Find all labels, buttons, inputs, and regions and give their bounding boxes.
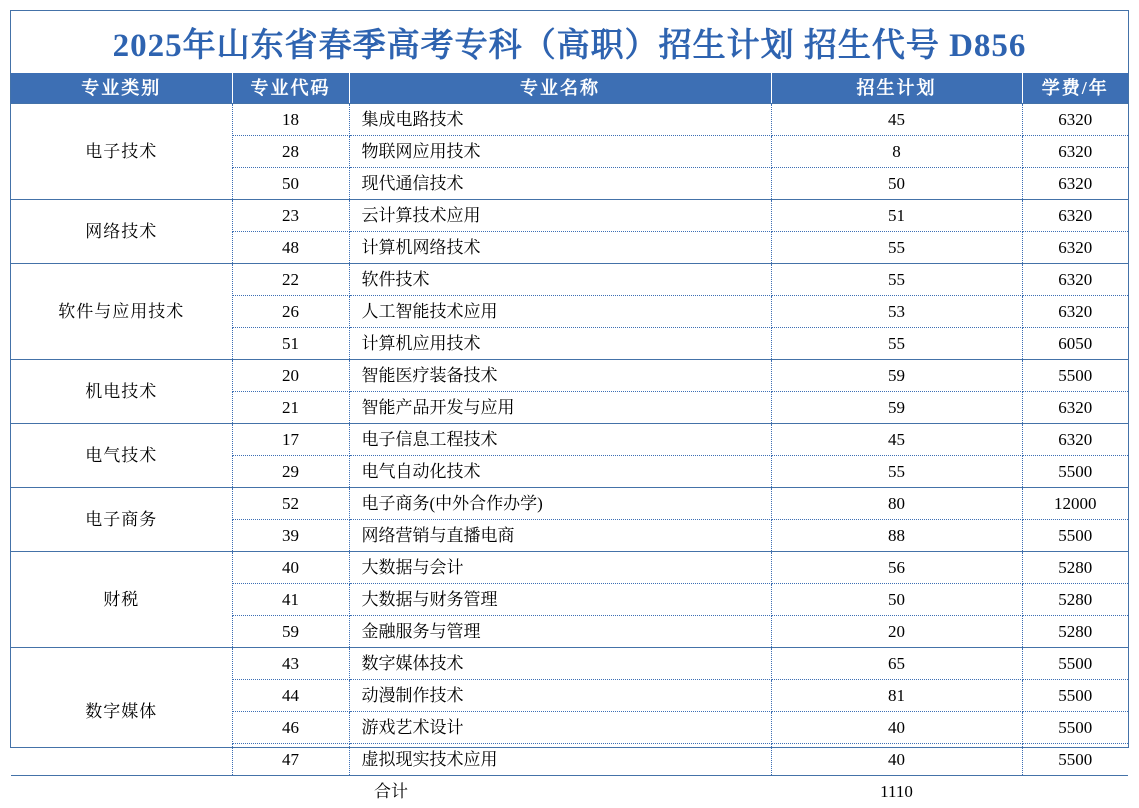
table-row — [11, 264, 1128, 296]
total-plan: 1110 — [771, 776, 1022, 808]
plan-cell: 45 — [771, 424, 1022, 456]
major-name-cell: 游戏艺术设计 — [349, 712, 771, 744]
plan-cell: 65 — [771, 648, 1022, 680]
table-row — [11, 488, 1128, 520]
major-code-cell: 46 — [232, 712, 349, 744]
plan-cell: 40 — [771, 744, 1022, 776]
fee-cell: 5280 — [1022, 584, 1128, 616]
fee-cell: 5500 — [1022, 744, 1128, 776]
fee-cell: 5500 — [1022, 680, 1128, 712]
fee-cell: 6320 — [1022, 264, 1128, 296]
plan-cell: 81 — [771, 680, 1022, 712]
plan-cell: 55 — [771, 232, 1022, 264]
table-row — [11, 552, 1128, 584]
table-row — [11, 200, 1128, 232]
major-code-cell: 28 — [232, 136, 349, 168]
column-header-major-name: 专业名称 — [349, 73, 771, 104]
major-code-cell: 50 — [232, 168, 349, 200]
major-name-cell: 动漫制作技术 — [349, 680, 771, 712]
plan-cell: 50 — [771, 584, 1022, 616]
table-body — [11, 104, 1128, 808]
plan-cell: 55 — [771, 456, 1022, 488]
major-code-cell: 17 — [232, 424, 349, 456]
fee-cell: 5500 — [1022, 456, 1128, 488]
major-name-cell: 虚拟现实技术应用 — [349, 744, 771, 776]
column-header-plan: 招生计划 — [771, 73, 1022, 104]
table-row — [11, 360, 1128, 392]
fee-cell: 6320 — [1022, 200, 1128, 232]
major-name-cell: 网络营销与直播电商 — [349, 520, 771, 552]
category-cell: 电子技术 — [11, 104, 232, 200]
page-title: 2025年山东省春季高考专科（高职）招生计划 招生代号 D856 — [11, 11, 1128, 73]
major-name-cell: 计算机应用技术 — [349, 328, 771, 360]
major-code-cell: 51 — [232, 328, 349, 360]
category-cell: 电气技术 — [11, 424, 232, 488]
category-cell: 财税 — [11, 552, 232, 648]
fee-cell: 5280 — [1022, 552, 1128, 584]
plan-cell: 56 — [771, 552, 1022, 584]
major-name-cell: 云计算技术应用 — [349, 200, 771, 232]
fee-cell: 6320 — [1022, 136, 1128, 168]
major-code-cell: 23 — [232, 200, 349, 232]
table-header-row — [11, 73, 1128, 104]
major-code-cell: 22 — [232, 264, 349, 296]
fee-cell: 5280 — [1022, 616, 1128, 648]
major-code-cell: 18 — [232, 104, 349, 136]
table-row — [11, 104, 1128, 136]
category-cell: 软件与应用技术 — [11, 264, 232, 360]
major-name-cell: 大数据与会计 — [349, 552, 771, 584]
total-label: 合计 — [11, 776, 771, 808]
major-name-cell: 软件技术 — [349, 264, 771, 296]
fee-cell: 5500 — [1022, 712, 1128, 744]
major-code-cell: 43 — [232, 648, 349, 680]
fee-cell: 6320 — [1022, 232, 1128, 264]
major-code-cell: 41 — [232, 584, 349, 616]
plan-cell: 55 — [771, 264, 1022, 296]
major-code-cell: 29 — [232, 456, 349, 488]
category-cell: 数字媒体 — [11, 648, 232, 776]
plan-cell: 50 — [771, 168, 1022, 200]
total-row — [11, 776, 1128, 808]
major-name-cell: 物联网应用技术 — [349, 136, 771, 168]
major-name-cell: 人工智能技术应用 — [349, 296, 771, 328]
plan-cell: 20 — [771, 616, 1022, 648]
table-header — [11, 73, 1128, 104]
total-fee — [1022, 776, 1128, 808]
major-name-cell: 电子商务(中外合作办学) — [349, 488, 771, 520]
major-name-cell: 现代通信技术 — [349, 168, 771, 200]
major-code-cell: 52 — [232, 488, 349, 520]
plan-cell: 8 — [771, 136, 1022, 168]
fee-cell: 12000 — [1022, 488, 1128, 520]
fee-cell: 6320 — [1022, 296, 1128, 328]
enrollment-plan-table — [11, 73, 1128, 808]
major-name-cell: 集成电路技术 — [349, 104, 771, 136]
major-code-cell: 26 — [232, 296, 349, 328]
major-code-cell: 20 — [232, 360, 349, 392]
plan-cell: 51 — [771, 200, 1022, 232]
plan-cell: 40 — [771, 712, 1022, 744]
major-code-cell: 59 — [232, 616, 349, 648]
fee-cell: 5500 — [1022, 648, 1128, 680]
major-code-cell: 47 — [232, 744, 349, 776]
plan-cell: 59 — [771, 392, 1022, 424]
major-name-cell: 金融服务与管理 — [349, 616, 771, 648]
plan-cell: 59 — [771, 360, 1022, 392]
fee-cell: 5500 — [1022, 360, 1128, 392]
fee-cell: 6320 — [1022, 424, 1128, 456]
major-name-cell: 智能医疗装备技术 — [349, 360, 771, 392]
fee-cell: 6320 — [1022, 392, 1128, 424]
major-code-cell: 21 — [232, 392, 349, 424]
plan-cell: 80 — [771, 488, 1022, 520]
major-code-cell: 48 — [232, 232, 349, 264]
plan-cell: 53 — [771, 296, 1022, 328]
major-code-cell: 40 — [232, 552, 349, 584]
fee-cell: 6320 — [1022, 104, 1128, 136]
column-header-fee: 学费/年 — [1022, 73, 1128, 104]
plan-cell: 88 — [771, 520, 1022, 552]
major-name-cell: 电子信息工程技术 — [349, 424, 771, 456]
major-name-cell: 计算机网络技术 — [349, 232, 771, 264]
fee-cell: 6050 — [1022, 328, 1128, 360]
major-code-cell: 39 — [232, 520, 349, 552]
major-name-cell: 电气自动化技术 — [349, 456, 771, 488]
major-name-cell: 智能产品开发与应用 — [349, 392, 771, 424]
category-cell: 机电技术 — [11, 360, 232, 424]
category-cell: 电子商务 — [11, 488, 232, 552]
major-name-cell: 数字媒体技术 — [349, 648, 771, 680]
fee-cell: 5500 — [1022, 520, 1128, 552]
major-code-cell: 44 — [232, 680, 349, 712]
column-header-category: 专业类别 — [11, 73, 232, 104]
major-name-cell: 大数据与财务管理 — [349, 584, 771, 616]
fee-cell: 6320 — [1022, 168, 1128, 200]
table-row — [11, 648, 1128, 680]
table-row — [11, 424, 1128, 456]
category-cell: 网络技术 — [11, 200, 232, 264]
plan-cell: 45 — [771, 104, 1022, 136]
plan-cell: 55 — [771, 328, 1022, 360]
column-header-major-code: 专业代码 — [232, 73, 349, 104]
